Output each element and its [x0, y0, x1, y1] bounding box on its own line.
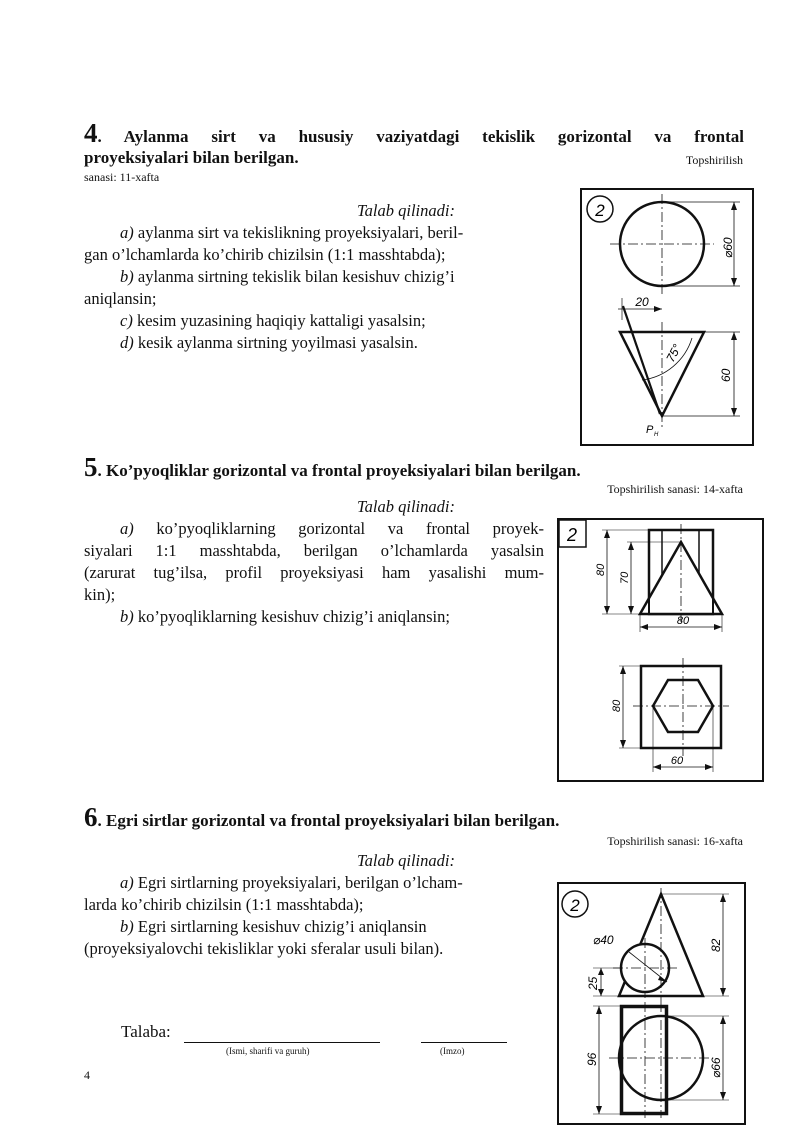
task4-figure — [580, 188, 755, 446]
task6-requirements — [84, 872, 524, 960]
dim-diameter-60: ⌀60 — [721, 237, 735, 258]
task5-requirements — [84, 518, 544, 628]
task4-requirements — [84, 222, 514, 354]
task6-figure — [557, 882, 747, 1126]
dim-80-base: 80 — [676, 615, 690, 627]
page-number: 4 — [84, 1068, 90, 1082]
task5-header — [84, 452, 581, 486]
signature-sign-caption: (Imzo) — [440, 1046, 465, 1056]
variant-number: 2 — [595, 201, 605, 220]
task6-title: . Egri sirtlar gorizontal va frontal proyeksiyalari bilan berilgan. — [97, 811, 560, 830]
signature-name-line[interactable] — [184, 1026, 380, 1043]
dim-25: 25 — [586, 976, 600, 990]
task6-item-a: a) Egri sirtlarning proyeksiyalari, berilgan o’lcham- — [120, 873, 463, 892]
task5-deadline: Topshirilish sanasi: 14-xafta — [607, 482, 743, 496]
signature-sign-line[interactable] — [421, 1026, 507, 1043]
variant-number: 2 — [570, 896, 580, 915]
task6-item-a-cont: larda ko’chirib chizilsin (1:1 masshtabda); — [84, 895, 364, 914]
task4-header — [84, 118, 744, 152]
task6-item-b-cont: (proyeksiyalovchi tekisliklar yoki sferalar usuli bilan). — [84, 939, 444, 958]
dim-offset-20: 20 — [635, 295, 649, 309]
task4-item-b: b) aylanma sirtning tekislik bilan kesishuv chizig’i — [120, 267, 455, 286]
task4-required: Talab qilinadi: — [357, 201, 455, 220]
task4-item-b-cont: aniqlansin; — [84, 289, 157, 308]
dim-60: 60 — [670, 755, 684, 767]
task4-number: 4 — [84, 118, 98, 148]
task5-number: 5 — [84, 452, 98, 482]
task4-item-c: c) kesim yuzasining haqiqiy kattaligi yasalsin; — [120, 311, 426, 330]
dim-82: 82 — [709, 938, 723, 952]
plane-subscript: H — [654, 432, 659, 438]
dim-diameter-66: ⌀66 — [709, 1057, 723, 1078]
task6-deadline: Topshirilish sanasi: 16-xafta — [607, 834, 743, 848]
dim-70: 70 — [619, 571, 631, 584]
task5-item-a-cont1: siyalari 1:1 masshtabda, berilgan o’lchamlarda yasalsin — [84, 541, 544, 560]
task4-title-line2: proyeksiyalari bilan berilgan. — [84, 148, 299, 167]
task4-deadline-date: sanasi: 11-xafta — [84, 170, 160, 184]
task6-required: Talab qilinadi: — [357, 851, 455, 870]
task4-item-a: a) aylanma sirt va tekislikning proyeksiyalari, beril- — [120, 223, 464, 242]
dim-diameter-40: ⌀40 — [593, 933, 614, 947]
task6-item-b: b) Egri sirtlarning kesishuv chizig’i aniqlansin — [120, 917, 427, 936]
dim-80-bottom: 80 — [611, 699, 623, 712]
dim-angle-75: 75° — [663, 341, 685, 365]
task5-item-a: a) ko’pyoqliklarning gorizontal va frontal proyek- — [120, 519, 544, 538]
task4-item-a-cont: gan o’lchamlarda ko’chirib chizilsin (1:1 masshtabda); — [84, 245, 446, 264]
task6-header — [84, 802, 559, 836]
dim-height-60: 60 — [719, 368, 733, 382]
task4-title-text: . Aylanma sirt va hususiy vaziyatdagi tekislik gorizontal va frontal — [97, 127, 744, 146]
dim-80-left: 80 — [595, 563, 607, 576]
task5-item-b: b) ko’pyoqliklarning kesishuv chizig’i aniqlansin; — [120, 607, 450, 626]
task5-item-a-cont3: kin); — [84, 585, 116, 604]
dim-96: 96 — [585, 1052, 599, 1066]
signature-name-caption: (Ismi, sharifi va guruh) — [226, 1046, 310, 1056]
task6-number: 6 — [84, 802, 98, 832]
signature-label: Talaba: — [121, 1022, 171, 1041]
cylinder-top — [621, 1006, 667, 1114]
task4-deadline-label: Topshirilish — [685, 153, 743, 167]
plane-trace — [623, 306, 660, 414]
variant-number: 2 — [566, 525, 578, 545]
task4-item-d: d) kesik aylanma sirtning yoyilmasi yasalsin. — [120, 333, 418, 352]
task5-figure — [557, 518, 765, 783]
task5-item-a-cont2: (zarurat tug’ilsa, profil proyeksiyasi ham yasalishi mum- — [84, 563, 544, 582]
plane-label: P — [646, 424, 654, 436]
task5-title: . Ko’pyoqliklar gorizontal va frontal proyeksiyalari bilan berilgan. — [97, 461, 581, 480]
task4-title-line1 — [84, 118, 744, 152]
task5-required: Talab qilinadi: — [357, 497, 455, 516]
